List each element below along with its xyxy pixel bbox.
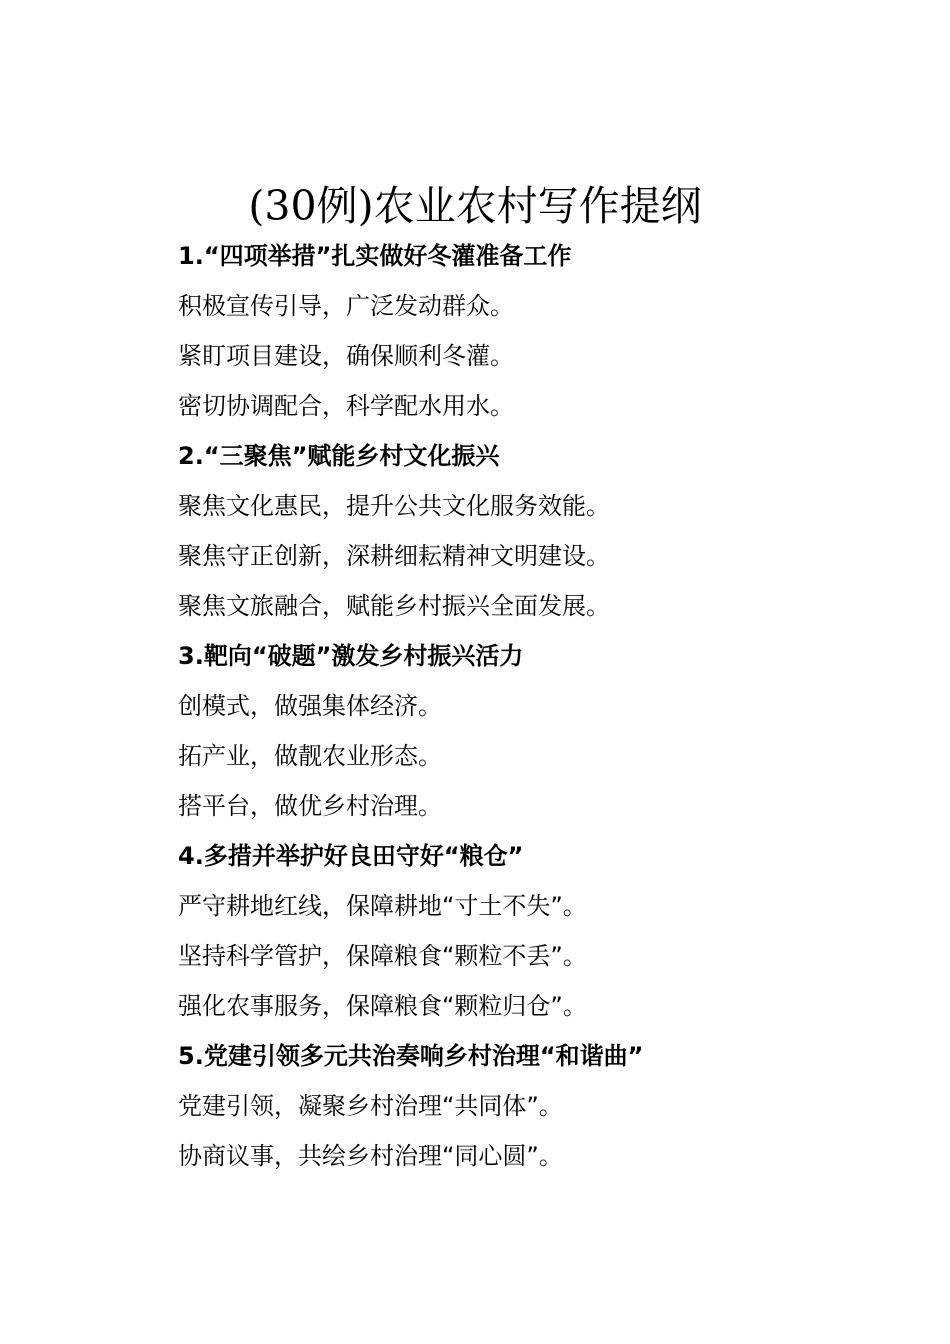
section-item: 坚持科学管护，保障粮食“颗粒不丢”。 (178, 942, 587, 970)
section-1 (178, 231, 878, 431)
section-item: 协商议事，共绘乡村治理“同心圆”。 (178, 1142, 563, 1170)
section-4 (178, 831, 878, 1031)
section-heading: 1.“四项举措”扎实做好冬灌准备工作 (178, 242, 572, 270)
section-item: 积极宣传引导，广泛发动群众。 (178, 292, 514, 320)
section-item: 聚焦守正创新，深耕细耘精神文明建设。 (178, 542, 610, 570)
section-item: 严守耕地红线，保障耕地“寸土不失”。 (178, 892, 587, 920)
section-item: 强化农事服务，保障粮食“颗粒归仓”。 (178, 992, 587, 1020)
section-item: 拓产业，做靓农业形态。 (178, 742, 442, 770)
section-item: 聚焦文化惠民，提升公共文化服务效能。 (178, 492, 610, 520)
section-heading: 4.多措并举护好良田守好“粮仓” (178, 842, 524, 870)
page-title: (30例)农业农村写作提纲 (248, 182, 702, 230)
outline-content (178, 231, 878, 1181)
section-item: 紧盯项目建设，确保顺利冬灌。 (178, 342, 514, 370)
section-heading: 5.党建引领多元共治奏响乡村治理“和谐曲” (178, 1042, 644, 1070)
section-2 (178, 431, 878, 631)
section-item: 党建引领，凝聚乡村治理“共同体”。 (178, 1092, 563, 1120)
section-item: 搭平台，做优乡村治理。 (178, 792, 442, 820)
section-5 (178, 1031, 878, 1181)
section-item: 密切协调配合，科学配水用水。 (178, 392, 514, 420)
section-heading: 2.“三聚焦”赋能乡村文化振兴 (178, 442, 500, 470)
section-item: 创模式，做强集体经济。 (178, 692, 442, 720)
section-item: 聚焦文旅融合，赋能乡村振兴全面发展。 (178, 592, 610, 620)
section-heading: 3.靶向“破题”激发乡村振兴活力 (178, 642, 524, 670)
section-3 (178, 631, 878, 831)
